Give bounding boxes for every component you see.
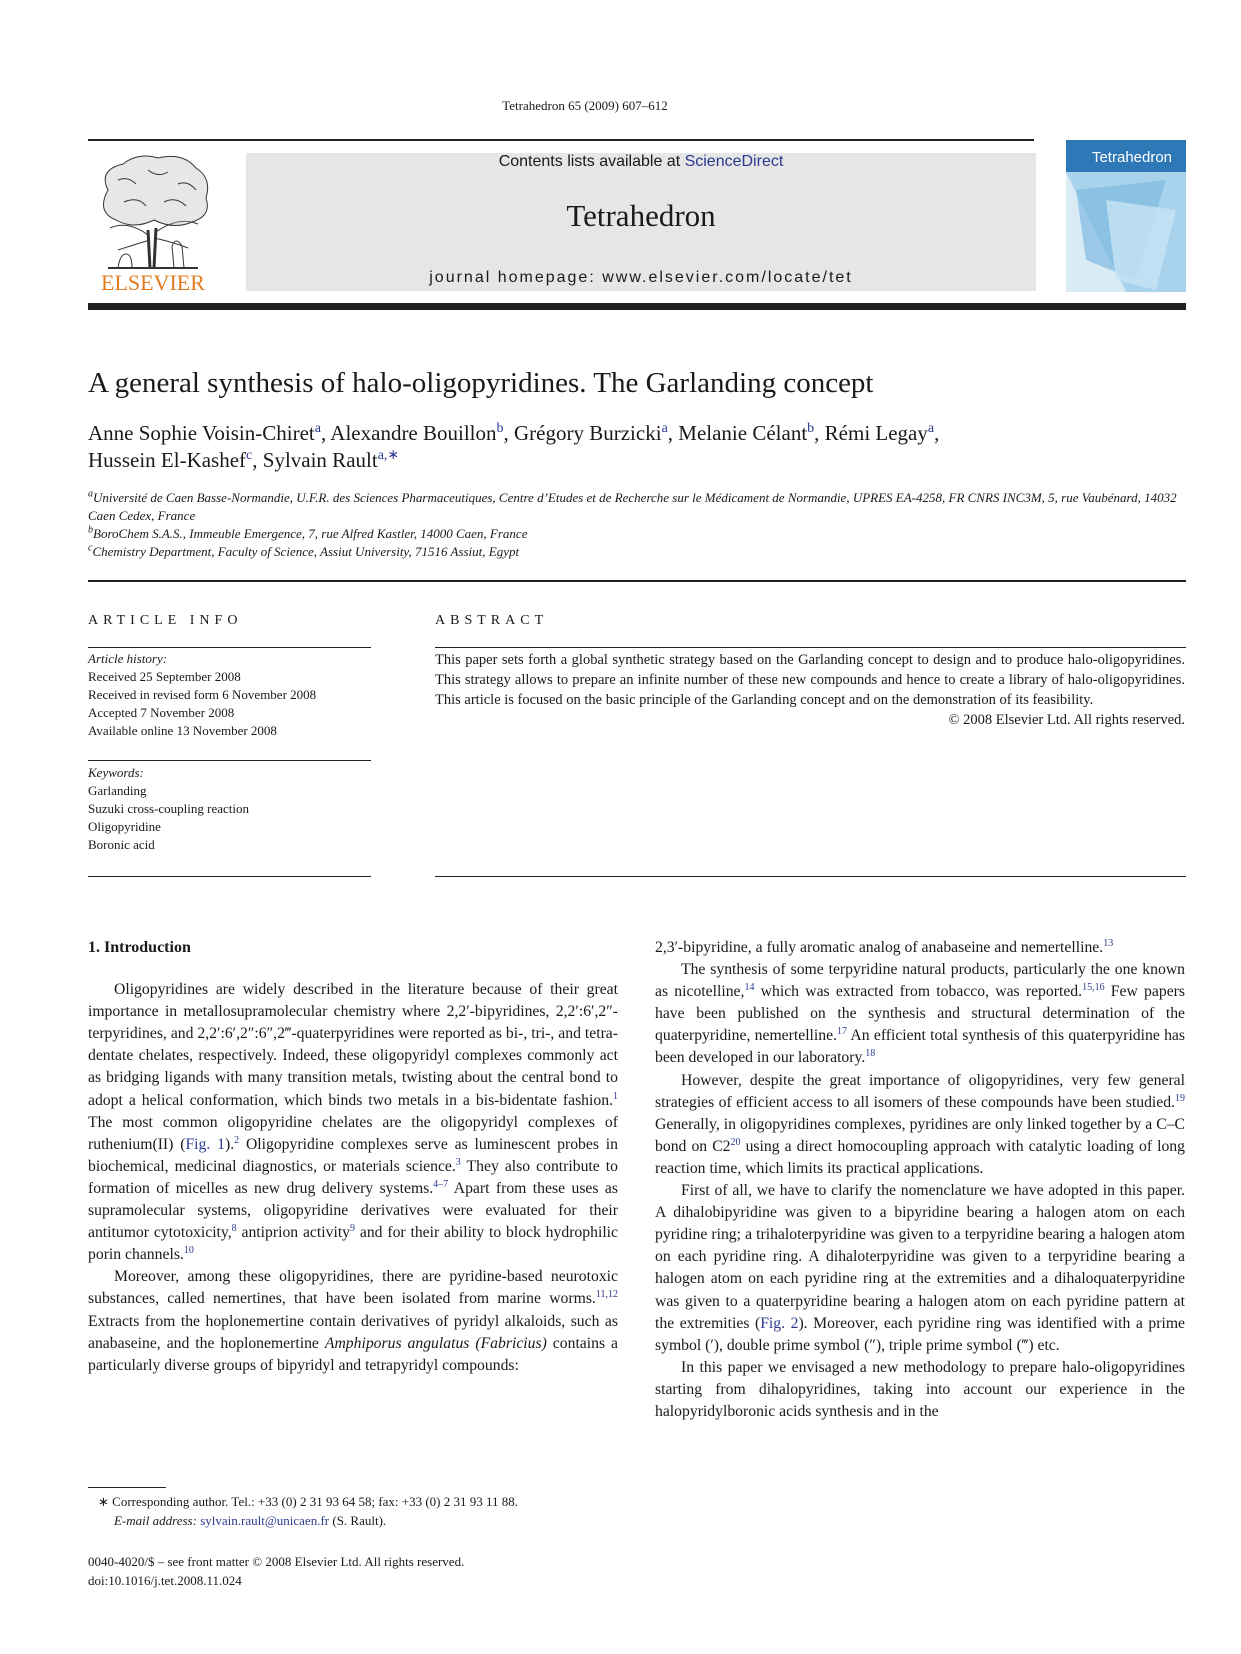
author-separator: , [503,421,515,445]
article-title: A general synthesis of halo-oligopyridines. The Garlanding concept [88,367,874,399]
abstract-block [435,650,1185,730]
author-name: Grégory Burzicki [514,421,662,445]
body-paragraph [88,979,618,1266]
keyword-list [88,782,373,854]
reference-citation[interactable]: 17 [837,1026,847,1038]
journal-title: Tetrahedron [566,198,716,233]
text-run: Moreover, among these oligopyridines, there are pyridine-based neurotoxic substances, called nemertines, that have been isolated from marine worms. [88,1268,618,1308]
reference-citation[interactable]: 20 [730,1136,741,1148]
reference-citation[interactable]: 19 [1175,1092,1185,1104]
reference-citation[interactable]: 1 [613,1090,618,1102]
section-heading-introduction: 1. Introduction [88,939,191,956]
info-rule-mid [88,760,371,761]
text-run: They also contribute to formation of micelles as new drug delivery systems. [88,1157,618,1197]
affiliation-text: Université de Caen Basse-Normandie, U.F.R. des Sciences Pharmaceutiques, Centre d’Etudes et de Recherche sur le Médicament de Normandie, UPRES EA-4258, FR CNRS INC3M, 5, rue Vaubénard, 14032 Caen Cedex, France [88,490,1177,523]
history-list [88,668,373,740]
reference-citation[interactable]: 9 [350,1222,356,1234]
reference-citation[interactable]: 11,12 [595,1289,618,1301]
author-affiliation-mark[interactable]: b [807,421,815,436]
text-run: ). Moreover, each pyridine ring was identified with a prime symbol (′), double prime symbol (″), triple prime symbol (‴) etc. [655,1314,1185,1354]
keywords-label: Keywords: [88,765,144,780]
contents-line [246,153,1036,171]
cover-title: Tetrahedron [1091,149,1173,166]
text-run: antiprion activity [236,1224,351,1242]
author-name: Alexandre Bouillon [330,421,497,445]
journal-citation: Tetrahedron 65 (2009) 607–612 [502,98,668,113]
text-run: Few papers have been published on the synthesis and structural determination of the quaterpyridine, nemertelline. [655,983,1185,1045]
footnote-mark: ∗ [98,1494,109,1509]
article-info-heading: ARTICLE INFO [88,613,243,628]
text-run: and for their ability to block hydrophilic porin channels. [88,1224,619,1264]
abstract-text: This paper sets forth a global synthetic strategy based on the Garlanding concept to design and to produce halo-oligopyridines. This strategy allows to prepare an infinite number of these new compounds and hence to create a library of halo-oligopyridines. This article is focused on the basic principle of the Garlanding concept and on the demonstration of its feasibility. [435,652,1185,708]
keywords-block [88,764,373,854]
doi-line[interactable]: doi:10.1016/j.tet.2008.11.024 [88,1573,242,1588]
author-name: Melanie Célant [678,421,808,445]
affiliation-mark: c [88,542,93,554]
affiliation-list [88,489,1188,561]
publisher-name: ELSEVIER [101,270,205,295]
keyword-item: Suzuki cross-coupling reaction [88,801,250,816]
text-run: contains a particularly diverse groups of bipyridyl and tetrapyridyl compounds: [88,1334,618,1374]
text-run: Apart from these uses as supramolecular systems, oligopyridine derivatives were evaluated for their antitumor cytotoxicity, [88,1179,618,1242]
affiliation [88,543,1188,561]
title-block-rule [88,580,1186,582]
reference-citation[interactable]: 8 [231,1222,237,1234]
figure-link[interactable]: Fig. 2 [760,1314,799,1332]
body-paragraph [655,1357,1185,1423]
text-run: 2,3′-bipyridine, a fully aromatic analog of anabaseine and nemertelline. [655,939,1104,956]
info-rule-bottom [88,876,371,877]
affiliation [88,525,1188,543]
abstract-copyright: © 2008 Elsevier Ltd. All rights reserved. [948,712,1185,728]
abstract-rule-top [435,647,1186,648]
body-paragraph [88,1266,618,1376]
author-name: Hussein El-Kashef [88,448,247,472]
history-label: Article history: [88,651,168,666]
affiliation-text: BoroChem S.A.S., Immeuble Emergence, 7, rue Alfred Kastler, 14000 Caen, France [93,526,528,541]
email-label: E-mail address: [114,1513,201,1528]
text-run: Generally, in oligopyridines complexes, pyridines are only linked together by a C–C bond on C2 [655,1115,1185,1155]
author-email-link[interactable]: sylvain.rault@unicaen.fr [200,1513,330,1528]
abstract-rule-bottom [435,876,1186,877]
left-column-paragraphs [88,979,618,1377]
text-run: However, despite the great importance of oligopyridines, very few general strategies of efficient access to all isomers of these compounds have been studied. [655,1071,1185,1111]
reference-citation[interactable]: 10 [183,1244,194,1256]
affiliation-text: Chemistry Department, Faculty of Science, Assiut University, 71516 Assiut, Egypt [92,544,520,559]
reference-citation[interactable]: 2 [234,1134,240,1146]
reference-citation[interactable]: 18 [865,1048,876,1060]
body-column-left [88,937,618,1377]
text-run: ). [224,1135,235,1153]
affiliation-mark: b [88,524,93,536]
text-run: An efficient total synthesis of this quaterpyridine has been developed in our laboratory. [655,1027,1186,1067]
author-affiliation-mark[interactable]: c [246,448,253,463]
info-rule-top [88,647,371,648]
right-column-paragraphs [655,937,1185,1423]
affiliation-mark: a [88,488,93,500]
sciencedirect-link[interactable]: ScienceDirect [684,153,784,170]
issn-line: 0040-4020/$ – see front matter © 2008 Elsevier Ltd. All rights reserved. [88,1554,465,1569]
contents-prefix: Contents lists available at [498,153,685,170]
author-affiliation-mark[interactable]: a [927,421,935,436]
text-run: In this paper we envisaged a new methodology to prepare halo-oligopyridines starting from dihalopyridines, taking into account our experience in the halopyridylboronic acids synthesis and in the [655,1358,1185,1420]
history-item: Available online 13 November 2008 [88,723,277,738]
figure-link[interactable]: Fig. 1 [185,1135,225,1153]
front-matter [88,1552,628,1590]
reference-citation[interactable]: 14 [744,981,755,993]
author-name: Anne Sophie Voisin-Chiret [88,421,315,445]
author-affiliation-mark[interactable]: a,∗ [377,448,400,463]
author-separator: , [320,421,331,445]
italic-text: Amphiporus angulatus (Fabricius) [324,1334,547,1352]
affiliation [88,489,1188,525]
text-run: The synthesis of some terpyridine natural products, particularly the one known as nicotelline, [655,961,1185,1001]
author-name: Sylvain Rault [262,448,378,472]
body-paragraph [655,937,1185,959]
body-paragraph [655,1180,1185,1357]
reference-citation[interactable]: 3 [455,1156,461,1168]
author-separator: , [667,421,679,445]
footnote-text: Corresponding author. Tel.: +33 (0) 2 31 93 64 58; fax: +33 (0) 2 31 93 11 88. [112,1494,519,1509]
header-top-rule [88,139,1034,141]
keyword-item: Garlanding [88,783,147,798]
text-run: using a direct homocoupling approach with catalytic loading of long reaction time, which limits its practical applications. [655,1137,1185,1177]
author-name: Rémi Legay [824,421,928,445]
text-run: which was extracted from tobacco, was reported. [754,983,1083,1001]
footnote-rule [88,1487,166,1488]
author-affiliation-mark[interactable]: b [496,421,504,436]
author-affiliation-mark[interactable]: a [661,421,668,436]
history-item: Received in revised form 6 November 2008 [88,687,317,702]
text-run: Oligopyridines are widely described in the literature because of their great importance in metallosupramolecular chemistry where 2,2′-bipyridines, 2,2′:6′,2″-terpyridines, and 2,2′:6′,2″:6″,2‴-quaterpyridines were reported as bi-, tri-, and tetra-dentate chelates, respectively. Indeed, these oligopyridyl complexes commonly act as bridging ligands with many transition metals, twisting about the central bond to adopt a helical conformation, which binds two metals in a bis-bidentate fashion. [88,981,618,1109]
reference-citation[interactable]: 15,16 [1082,981,1105,993]
reference-citation[interactable]: 13 [1103,937,1114,949]
author-separator: , [252,448,263,472]
abstract-heading: ABSTRACT [435,613,549,628]
author-affiliation-mark[interactable]: a [314,421,321,436]
keyword-item: Oligopyridine [88,819,161,834]
history-item: Received 25 September 2008 [88,669,241,684]
author-separator: , [934,421,940,445]
body-column-right [655,937,1185,1423]
text-run: First of all, we have to clarify the nomenclature we have adopted in this paper. A dihalobipyridine was given to a bipyridine bearing a halogen atom on each pyridine ring; a trihaloterpyridine was given to a terpyridine bearing a halogen atom on each pyridine ring. A dihaloterpyridine was given to a terpyridine bearing a halogen atom on each pyridine ring at the extremities and a dihaloquaterpyridine was given to a quaterpyridine bearing a halogen atom on each pyridine pattern at the extremities ( [655,1182,1185,1332]
body-paragraph [655,959,1185,1069]
author-separator: , [814,421,825,445]
journal-cover-image [1066,140,1186,292]
history-item: Accepted 7 November 2008 [88,705,235,720]
keyword-item: Boronic acid [88,837,155,852]
reference-citation[interactable]: 4–7 [433,1178,449,1190]
author-list [88,420,1188,474]
header-bottom-rule [88,303,1186,310]
corresponding-author-footnote [88,1492,628,1530]
text-run: Oligopyridine complexes serve as luminescent probes in biochemical, medicinal diagnostics, or materials science. [88,1135,619,1175]
article-history [88,650,373,740]
elsevier-tree-logo [88,150,218,295]
body-paragraph [655,1070,1185,1180]
journal-homepage[interactable]: journal homepage: www.elsevier.com/locate/tet [429,269,853,286]
text-run: Extracts from the hoplonemertine contain derivatives of pyridyl alkaloids, such as anabaseine, and the hoplonemertine [88,1312,618,1352]
text-run: The most common oligopyridine chelates are the oligopyridyl complexes of ruthenium(II) ( [88,1113,618,1153]
email-suffix: (S. Rault). [329,1513,387,1528]
